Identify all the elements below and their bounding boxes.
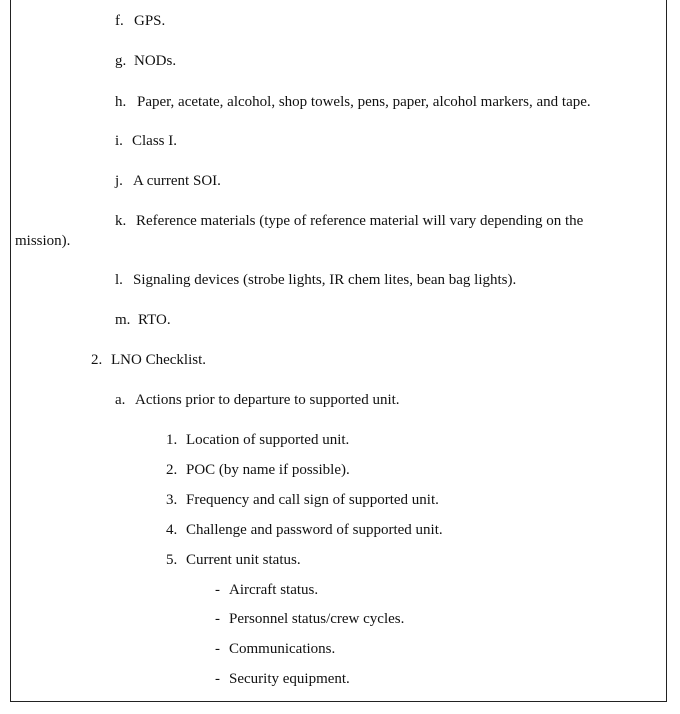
status-text: Security equipment. <box>229 671 350 687</box>
step-text: Frequency and call sign of supported unit. <box>186 492 439 508</box>
step-item-2 <box>166 461 350 479</box>
list-item-h <box>115 93 591 111</box>
dash-marker: - <box>215 582 220 598</box>
step-item-1 <box>166 431 349 449</box>
item-text: NODs. <box>134 53 177 69</box>
step-item-4 <box>166 521 443 539</box>
status-text: Communications. <box>229 641 336 657</box>
list-item-j <box>115 172 221 190</box>
item-text: GPS. <box>134 13 166 29</box>
list-item-g <box>115 52 176 70</box>
step-marker: 5. <box>166 552 178 568</box>
subsection-marker: a. <box>115 392 126 408</box>
subsection-a <box>115 391 400 409</box>
list-item-k <box>115 212 583 230</box>
item-marker: m. <box>115 312 131 328</box>
item-marker: k. <box>115 213 127 229</box>
section-heading <box>91 351 206 369</box>
step-text: POC (by name if possible). <box>186 462 350 478</box>
status-item-personnel <box>215 610 404 628</box>
list-item-m <box>115 311 171 329</box>
section-title: LNO Checklist. <box>111 352 206 368</box>
step-text: Location of supported unit. <box>186 432 350 448</box>
section-marker: 2. <box>91 352 103 368</box>
dash-marker: - <box>215 671 220 687</box>
item-text: A current SOI. <box>133 173 221 189</box>
step-text: Current unit status. <box>186 552 301 568</box>
item-text: Reference materials (type of reference material will vary depending on the <box>136 213 584 229</box>
list-item-i <box>115 132 177 150</box>
status-text: Personnel status/crew cycles. <box>229 611 405 627</box>
list-item-l <box>115 271 516 289</box>
status-text: Aircraft status. <box>229 582 319 598</box>
subsection-text: Actions prior to departure to supported unit. <box>135 392 400 408</box>
item-text: Signaling devices (strobe lights, IR chem lites, bean bag lights). <box>133 272 517 288</box>
dash-marker: - <box>215 611 220 627</box>
status-item-aircraft <box>215 581 318 599</box>
item-marker: g. <box>115 53 127 69</box>
item-marker: f. <box>115 13 124 29</box>
step-marker: 1. <box>166 432 178 448</box>
step-item-3 <box>166 491 439 509</box>
list-item-f <box>115 12 165 30</box>
list-item-k-continuation: mission). <box>15 233 71 249</box>
step-item-5 <box>166 551 301 569</box>
item-text: Paper, acetate, alcohol, shop towels, pens, paper, alcohol markers, and tape. <box>137 94 591 110</box>
item-text: RTO. <box>138 312 171 328</box>
status-item-security <box>215 670 350 688</box>
status-item-communications <box>215 640 335 658</box>
item-marker: h. <box>115 94 127 110</box>
step-marker: 2. <box>166 462 178 478</box>
item-text: Class I. <box>132 133 177 149</box>
item-marker: i. <box>115 133 123 149</box>
dash-marker: - <box>215 641 220 657</box>
step-marker: 3. <box>166 492 178 508</box>
step-marker: 4. <box>166 522 178 538</box>
item-marker: l. <box>115 272 123 288</box>
step-text: Challenge and password of supported unit. <box>186 522 443 538</box>
item-marker: j. <box>115 173 123 189</box>
